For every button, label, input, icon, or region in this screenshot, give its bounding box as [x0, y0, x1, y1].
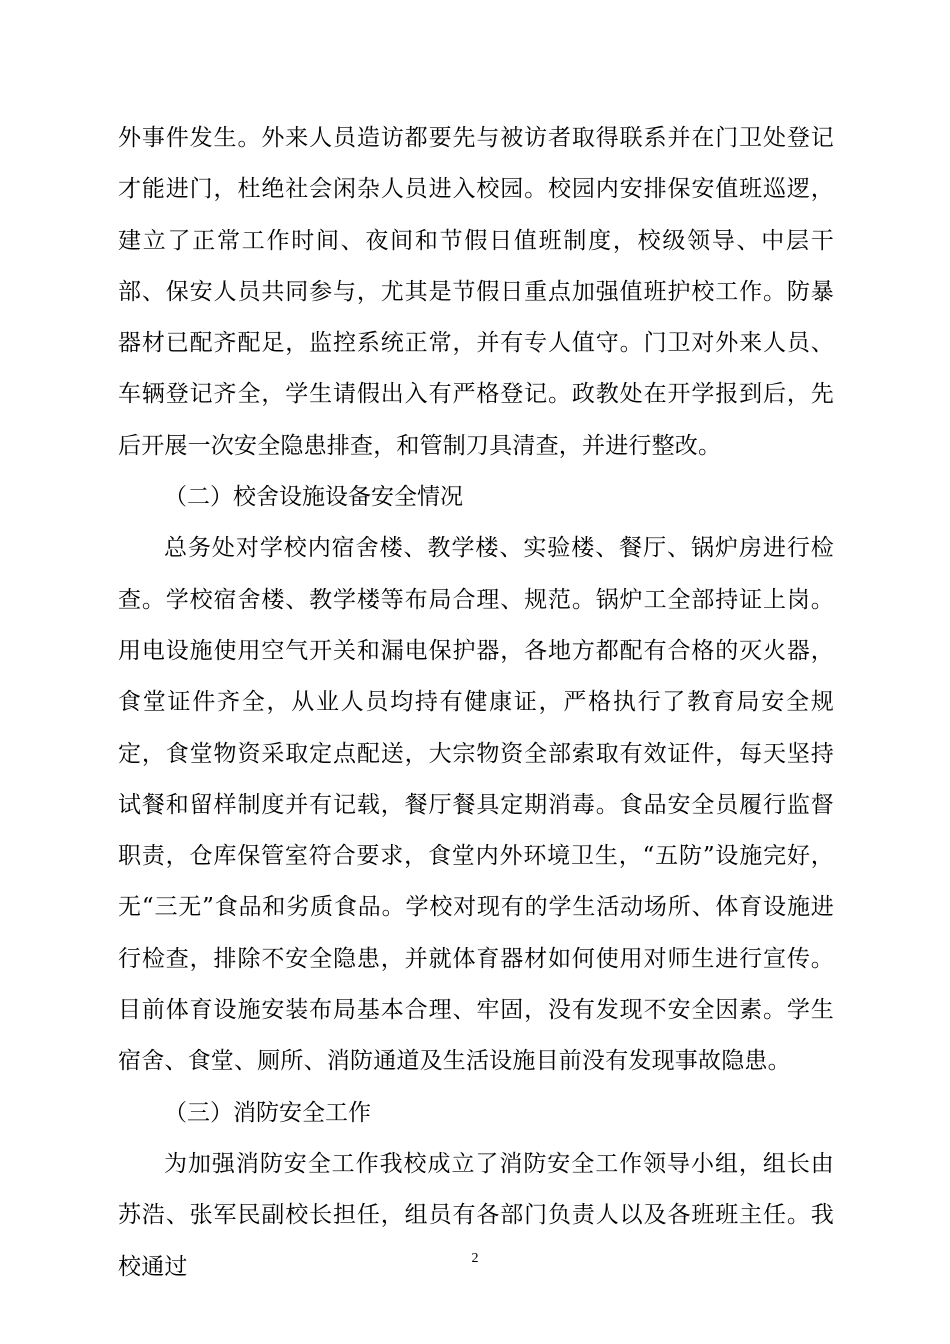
paragraph-campus-security: 外事件发生。外来人员造访都要先与被访者取得联系并在门卫处登记才能进门，杜绝社会闲杂人员进入校园。校园内安排保安值班巡逻，建立了正常工作时间、夜间和节假日值班制度，校级领导、中层干部、保安人员共同参与，尤其是节假日重点加强值班护校工作。防暴器材已配齐配足，监控系统正常，并有专人值守。门卫对外来人员、车辆登记齐全，学生请假出入有严格登记。政教处在开学报到后，先后开展一次安全隐患排查，和管制刀具清查，并进行整改。 — [118, 125, 834, 459]
page-number: 2 — [471, 1251, 479, 1266]
document-body — [118, 113, 834, 1293]
paragraph-facilities-safety: 总务处对学校内宿舍楼、教学楼、实验楼、餐厅、锅炉房进行检查。学校宿舍楼、教学楼等布局合理、规范。锅炉工全部持证上岗。用电设施使用空气开关和漏电保护器，各地方都配有合格的灭火器，食堂证件齐全，从业人员均持有健康证，严格执行了教育局安全规定，食堂物资采取定点配送，大宗物资全部索取有效证件，每天坚持试餐和留样制度并有记载，餐厅餐具定期消毒。食品安全员履行监督职责，仓库保管室符合要求，食堂内外环境卫生，“五防”设施完好，无“三无”食品和劣质食品。学校对现有的学生活动场所、体育设施进行检查，排除不安全隐患，并就体育器材如何使用对师生进行宣传。目前体育设施安装布局基本合理、牢固，没有发现不安全因素。学生宿舍、食堂、厕所、消防通道及生活设施目前没有发现事故隐患。 — [118, 535, 834, 1075]
section-heading-facilities: （二）校舍设施设备安全情况 — [164, 484, 463, 511]
paragraph-fire-safety: 为加强消防安全工作我校成立了消防安全工作领导小组，组长由苏浩、张军民副校长担任，组员有各部门负责人以及各班班主任。我校通过 — [118, 1150, 834, 1280]
section-heading-fire-safety: （三）消防安全工作 — [164, 1099, 371, 1126]
